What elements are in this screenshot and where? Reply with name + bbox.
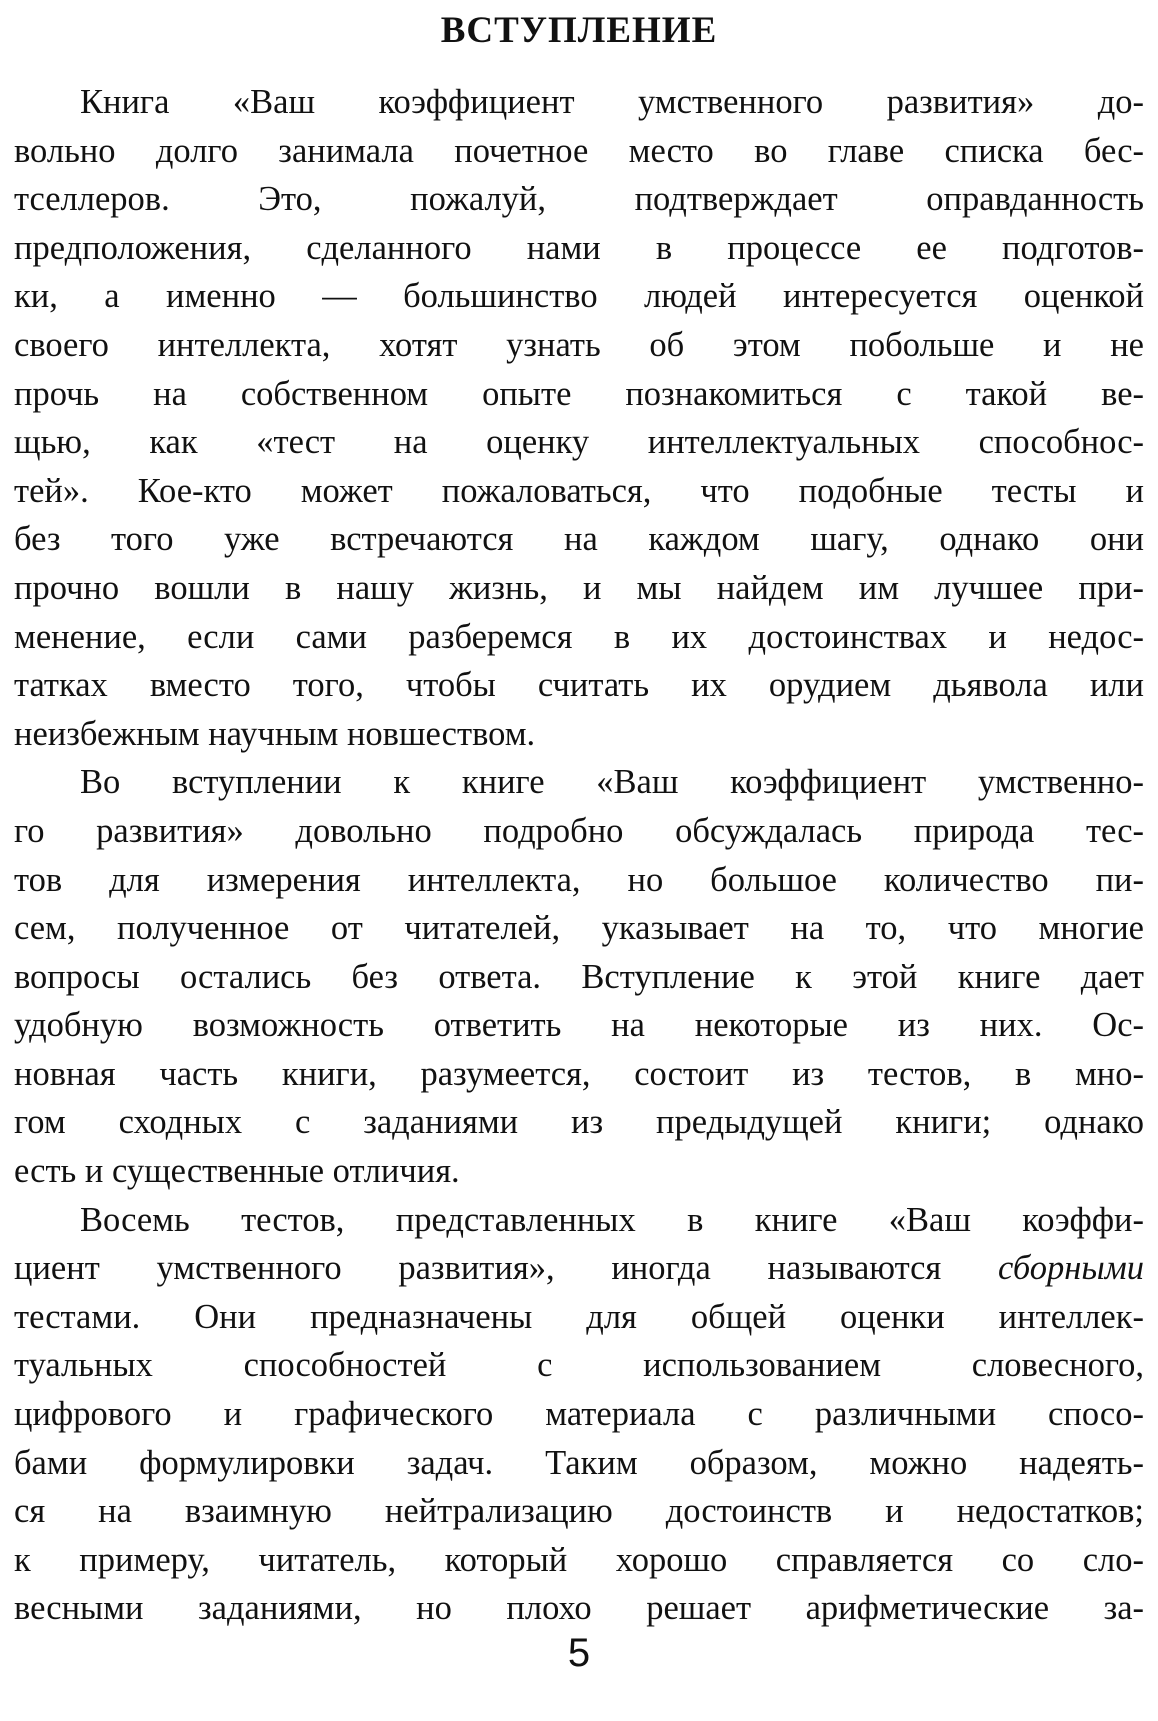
- text-line: прочь на собственном опыте познакомиться с такой ве-: [14, 374, 1144, 413]
- text-line: гом сходных с заданиями из предыдущей книги; однако: [14, 1103, 1144, 1142]
- text-line: весными заданиями, но плохо решает арифметические за-: [14, 1589, 1144, 1628]
- section-title: ВСТУПЛЕНИЕ: [440, 10, 718, 51]
- text-line: новная часть книги, разумеется, состоит из тестов, в мно-: [14, 1054, 1144, 1093]
- text-line: удобную возможность ответить на некоторые из них. Ос-: [14, 1006, 1144, 1045]
- text-line: Книга «Ваш коэффициент умственного развития» до-: [80, 83, 1144, 121]
- text-line: к примеру, читатель, который хорошо справляется со сло-: [14, 1540, 1144, 1579]
- text-line: туальных способностей с использованием словесного,: [14, 1346, 1144, 1385]
- italic-term: сборными: [998, 1249, 1145, 1288]
- text-line: го развития» довольно подробно обсуждалась природа тес-: [14, 811, 1144, 850]
- text-line: щью, как «тест на оценку интеллектуальных способнос-: [14, 423, 1144, 462]
- page-number: 5: [567, 1631, 591, 1675]
- text-line: ся на взаимную нейтрализацию достоинств и недостатков;: [14, 1492, 1144, 1531]
- text-line: татках вместо того, чтобы считать их орудием дьявола или: [14, 666, 1144, 705]
- text-line: тей». Кое-кто может пожаловаться, что подобные тесты и: [14, 471, 1144, 510]
- text-line: тселлеров. Это, пожалуй, подтверждает оправданность: [14, 180, 1144, 219]
- text-line: Во вступлении к книге «Ваш коэффициент умственно-: [80, 763, 1144, 802]
- text-line: тестами. Они предназначены для общей оценки интеллек-: [14, 1297, 1144, 1336]
- text-line: вопросы остались без ответа. Вступление к этой книге дает: [14, 957, 1144, 996]
- text-line: есть и существенные отличия.: [14, 1152, 460, 1191]
- text-line: цифрового и графического материала с различными спосо-: [14, 1395, 1144, 1434]
- text-line: предположения, сделанного нами в процессе ее подготов-: [14, 228, 1144, 267]
- text-line: бами формулировки задач. Таким образом, можно надеять-: [14, 1443, 1144, 1482]
- text-line: Восемь тестов, представленных в книге «Ваш коэффи-: [80, 1200, 1144, 1239]
- text-segment: циент умственного развития», иногда называются: [14, 1249, 942, 1288]
- paragraph-1: [14, 78, 1144, 758]
- text-line: вольно долго занимала почетное место во главе списка бес-: [14, 131, 1144, 170]
- text-line: сем, полученное от читателей, указывает на то, что многие: [14, 909, 1144, 948]
- text-line: менение, если сами разберемся в их достоинствах и недос-: [14, 617, 1144, 656]
- text-line: неизбежным научным новшеством.: [14, 714, 536, 753]
- text-line: тов для измерения интеллекта, но большое количество пи-: [14, 860, 1144, 899]
- text-line: прочно вошли в нашу жизнь, и мы найдем им лучшее при-: [14, 568, 1144, 607]
- text-line: [14, 1244, 1144, 1293]
- document-page: [14, 0, 1144, 1721]
- text-line: своего интеллекта, хотят узнать об этом побольше и не: [14, 325, 1144, 364]
- body-text: [14, 78, 1144, 1633]
- paragraph-2: [14, 758, 1144, 1195]
- paragraph-3: [14, 1196, 1144, 1633]
- text-line: ки, а именно — большинство людей интересуется оценкой: [14, 277, 1144, 316]
- text-line: без того уже встречаются на каждом шагу, однако они: [14, 520, 1144, 559]
